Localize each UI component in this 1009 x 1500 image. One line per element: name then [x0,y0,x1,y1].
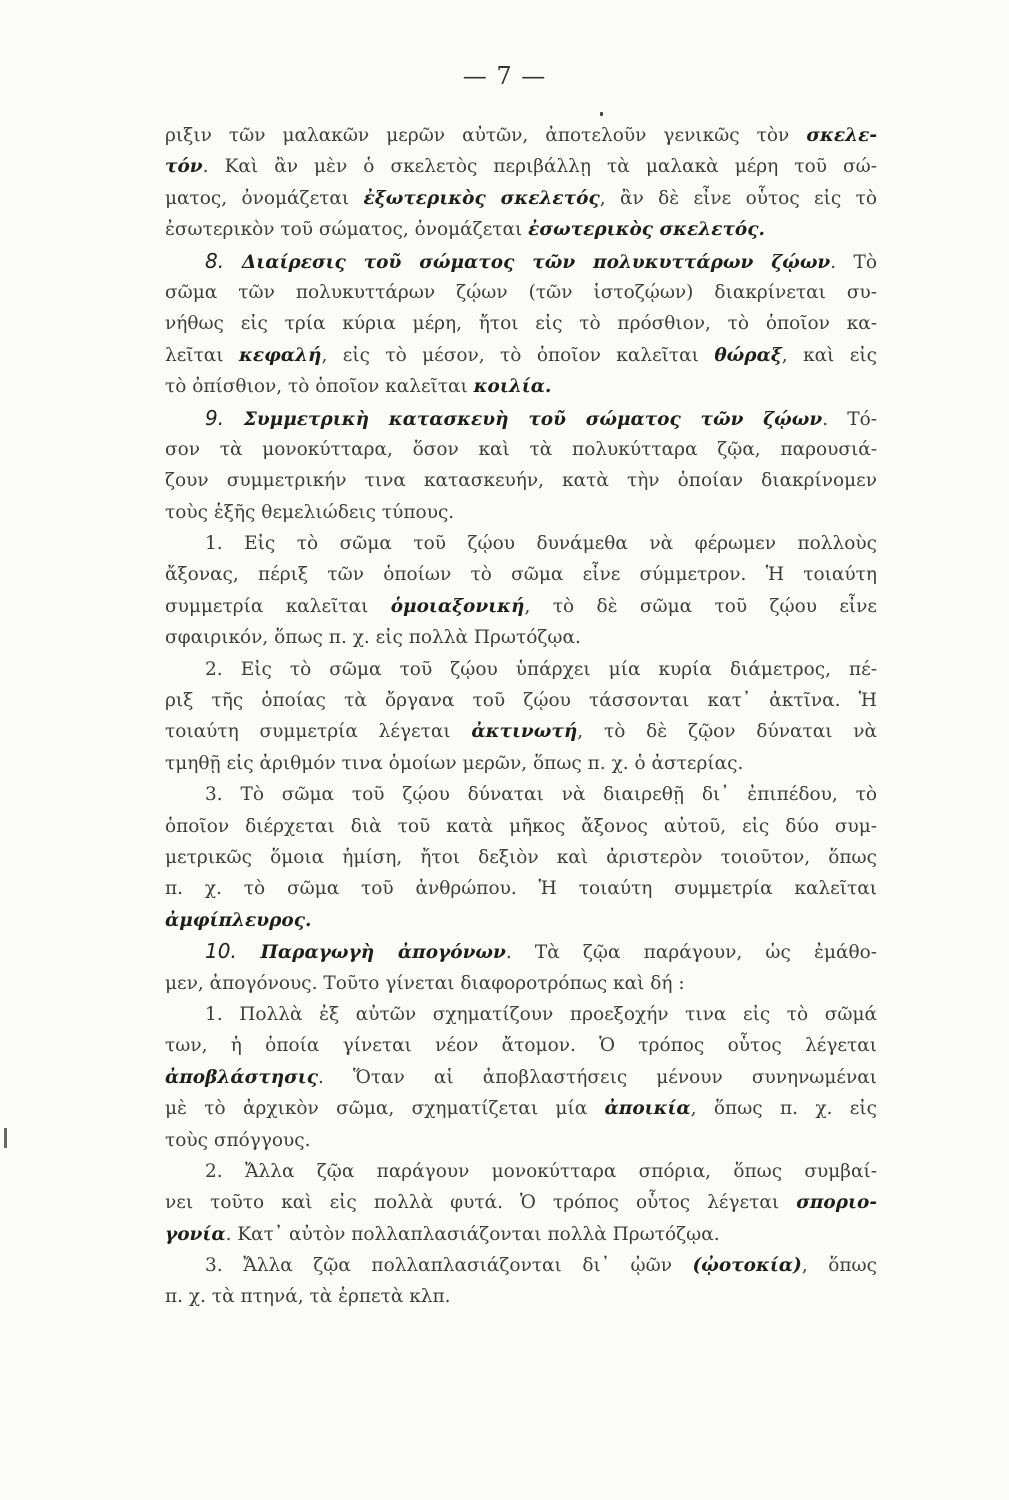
text-segment: . Κατ᾽ αὐτὸν πολλαπλασιάζονται πολλὰ Πρωτόζῳα. [225,1223,720,1245]
text-line [165,591,877,622]
text-segment: μὲ τὸ ἀρχικὸν σῶμα, σχηματίζεται μία [165,1098,605,1120]
emphasized-term: τόν [165,156,203,178]
text-segment: ὁποῖον διέρχεται διὰ τοῦ κατὰ μῆκος ἄξονος αὐτοῦ, εἰς δύο συμ- [165,815,877,837]
text-line [165,120,877,151]
text-segment: τμηθῇ εἰς ἀριθμόν τινα ὁμοίων μερῶν, ὅπως π. χ. ὁ ἀστερίας. [165,752,744,774]
text-line [165,716,877,747]
text-segment: μετρικῶς ὅμοια ἡμίση, ἤτοι δεξιὸν καὶ ἀριστερὸν τοιοῦτον, ὅπως [165,846,877,868]
text-line [165,1156,877,1187]
section-number: 9. [205,405,244,430]
text-line [165,873,877,904]
emphasized-term: ἐξωτερικὸς σκελετός [363,187,600,209]
page-number: — 7 — [462,62,547,90]
text-segment: τοὺς σπόγγους. [165,1129,311,1151]
text-line [165,1125,877,1156]
text-line [165,1093,877,1124]
emphasized-term: Παραγωγὴ ἀπογόνων [260,942,506,964]
text-segment: σφαιρικόν, ὅπως π. χ. εἰς πολλὰ Πρωτόζῳα. [165,627,581,649]
text-segment: . Τό- [822,408,877,430]
emphasized-term: σκελε- [806,125,877,146]
emphasized-term: ἐσωτερικὸς σκελετός. [528,219,765,241]
emphasized-term: Διαίρεσις τοῦ σώματος τῶν πολυκυττάρων ζῴων [241,251,831,273]
text-segment: νήθως εἰς τρία κύρια μέρη, ἤτοι εἰς τὸ πρόσθιον, τὸ ὁποῖον κα- [165,313,877,335]
emphasized-term: ὁμοιαξονική [390,595,525,617]
text-segment: . Ὅταν αἱ ἀποβλαστήσεις μένουν συνηνωμέναι [318,1066,877,1088]
text-line [165,748,877,779]
emphasized-term: γονία [165,1223,226,1245]
text-line [165,528,877,559]
text-segment: ριξιν τῶν μαλακῶν μερῶν αὐτῶν, ἀποτελοῦν γενικῶς τὸν [165,125,807,146]
text-line [165,403,877,434]
emphasized-term: ἀμφίπλευρος. [165,909,312,931]
text-line [165,559,877,590]
emphasized-term: ἀποβλάστησις [165,1066,319,1088]
text-segment: , ὅπως π. χ. εἰς [690,1098,877,1120]
text-line [165,1281,877,1312]
text-line [165,779,877,810]
text-segment: μεν, ἀπογόνους. Τοῦτο γίνεται διαφοροτρόπως καὶ δή : [165,972,685,994]
section-number: 10. [205,939,261,964]
emphasized-term: ἀκτινωτή [471,721,578,743]
emphasized-term: ἀποικία [604,1098,691,1120]
text-segment: , ὅπως [801,1255,877,1277]
text-segment: . Τὰ ζῷα παράγουν, ὡς ἐμάθο- [505,942,877,964]
text-segment: ζουν συμμετρικήν τινα κατασκευήν, κατὰ τὴν ὁποίαν διακρίνομεν [165,470,877,492]
text-line [165,246,877,277]
emphasized-term: σποριο- [796,1192,877,1214]
text-line [165,1062,877,1093]
text-line [165,999,877,1030]
emphasized-term: Συμμετρικὴ κατασκευὴ τοῦ σώματος τῶν ζῴων [243,408,823,430]
text-line [165,308,877,339]
text-segment: 3. Τὸ σῶμα τοῦ ζῴου δύναται νὰ διαιρεθῇ δι᾽ ἐπιπέδου, τὸ [205,784,877,806]
text-line [165,842,877,873]
text-line [165,465,877,496]
text-segment: σῶμα τῶν πολυκυττάρων ζῴων (τῶν ἱστοζῴων) διακρίνεται συ- [165,281,877,303]
body-text [165,120,877,1313]
text-segment: , καὶ εἰς [781,344,877,366]
text-line [165,905,877,936]
text-segment: 1. Εἰς τὸ σῶμα τοῦ ζῴου δυνάμεθα νὰ φέρωμεν πολλοὺς [205,533,877,555]
text-line [165,654,877,685]
text-line [165,1250,877,1281]
margin-mark [4,1128,7,1148]
text-line [165,1219,877,1250]
text-segment: τὸ ὀπίσθιον, τὸ ὁποῖον καλεῖται [165,376,474,398]
text-segment: , εἰς τὸ μέσον, τὸ ὁποῖον καλεῖται [321,344,715,366]
text-segment: , τὸ δὲ σῶμα τοῦ ζῴου εἶνε [524,595,877,617]
text-segment: . Τὸ [830,251,877,273]
text-segment: 2. Εἰς τὸ σῶμα τοῦ ζῴου ὑπάρχει μία κυρία διάμετρος, πέ- [205,658,877,680]
ink-speck [600,112,603,116]
text-segment: , τὸ δὲ ζῷον δύναται νὰ [577,721,877,743]
text-line [165,277,877,308]
text-segment: συμμετρία καλεῖται [165,595,391,617]
text-segment: ἄξονας, πέριξ τῶν ὁποίων τὸ σῶμα εἶνε σύμμετρον. Ἡ τοιαύτη [165,564,877,586]
text-segment: 2. Ἄλλα ζῷα παράγουν μονοκύτταρα σπόρια, ὅπως συμβαί- [205,1160,877,1182]
text-segment: λεῖται [165,344,239,366]
text-segment: σον τὰ μονοκύτταρα, ὅσον καὶ τὰ πολυκύτταρα ζῷα, παρουσιά- [165,438,877,460]
text-line [165,151,877,182]
text-segment: τοὺς ἑξῆς θεμελιώδεις τύπους. [165,501,455,523]
text-line [165,936,877,967]
text-line [165,497,877,528]
text-line [165,811,877,842]
text-line [165,434,877,465]
text-segment: π. χ. τὰ πτηνά, τὰ ἑρπετὰ κλπ. [165,1286,451,1308]
text-line [165,685,877,716]
text-line [165,340,877,371]
text-line [165,183,877,214]
text-segment: 3. Ἄλλα ζῷα πολλαπλασιάζονται δι᾽ ᾠῶν [205,1255,693,1277]
text-line [165,1030,877,1061]
emphasized-term: κεφαλή [238,344,322,366]
text-segment: , ἂν δὲ εἶνε οὗτος εἰς τὸ [599,187,877,209]
text-segment: ριξ τῆς ὁποίας τὰ ὄργανα τοῦ ζῴου τάσσονται κατ᾽ ἀκτῖνα. Ἡ [165,690,877,712]
text-segment: π. χ. τὸ σῶμα τοῦ ἀνθρώπου. Ἡ τοιαύτη συμμετρία καλεῖται [165,878,877,900]
section-number: 8. [205,248,242,273]
text-line [165,371,877,402]
text-segment: των, ἡ ὁποία γίνεται νέον ἄτομον. Ὁ τρόπος οὗτος λέγεται [165,1035,877,1057]
text-segment: . Καὶ ἂν μὲν ὁ σκελετὸς περιβάλλῃ τὰ μαλακὰ μέρη τοῦ σώ- [202,156,877,178]
text-segment: νει τοῦτο καὶ εἰς πολλὰ φυτά. Ὁ τρόπος οὗτος λέγεται [165,1192,797,1214]
text-line [165,622,877,653]
text-line [165,214,877,245]
emphasized-term: κοιλία. [473,376,552,398]
text-line [165,968,877,999]
emphasized-term: θώραξ [714,344,782,366]
text-segment: 1. Πολλὰ ἐξ αὐτῶν σχηματίζουν προεξοχήν τινα εἰς τὸ σῶμά [205,1003,877,1025]
emphasized-term: (ᾠοτοκία) [692,1255,802,1277]
text-segment: ἐσωτερικὸν τοῦ σώματος, ὀνομάζεται [165,219,529,241]
text-line [165,1187,877,1218]
text-segment: ματος, ὀνομάζεται [165,187,364,209]
text-segment: τοιαύτη συμμετρία λέγεται [165,721,472,743]
